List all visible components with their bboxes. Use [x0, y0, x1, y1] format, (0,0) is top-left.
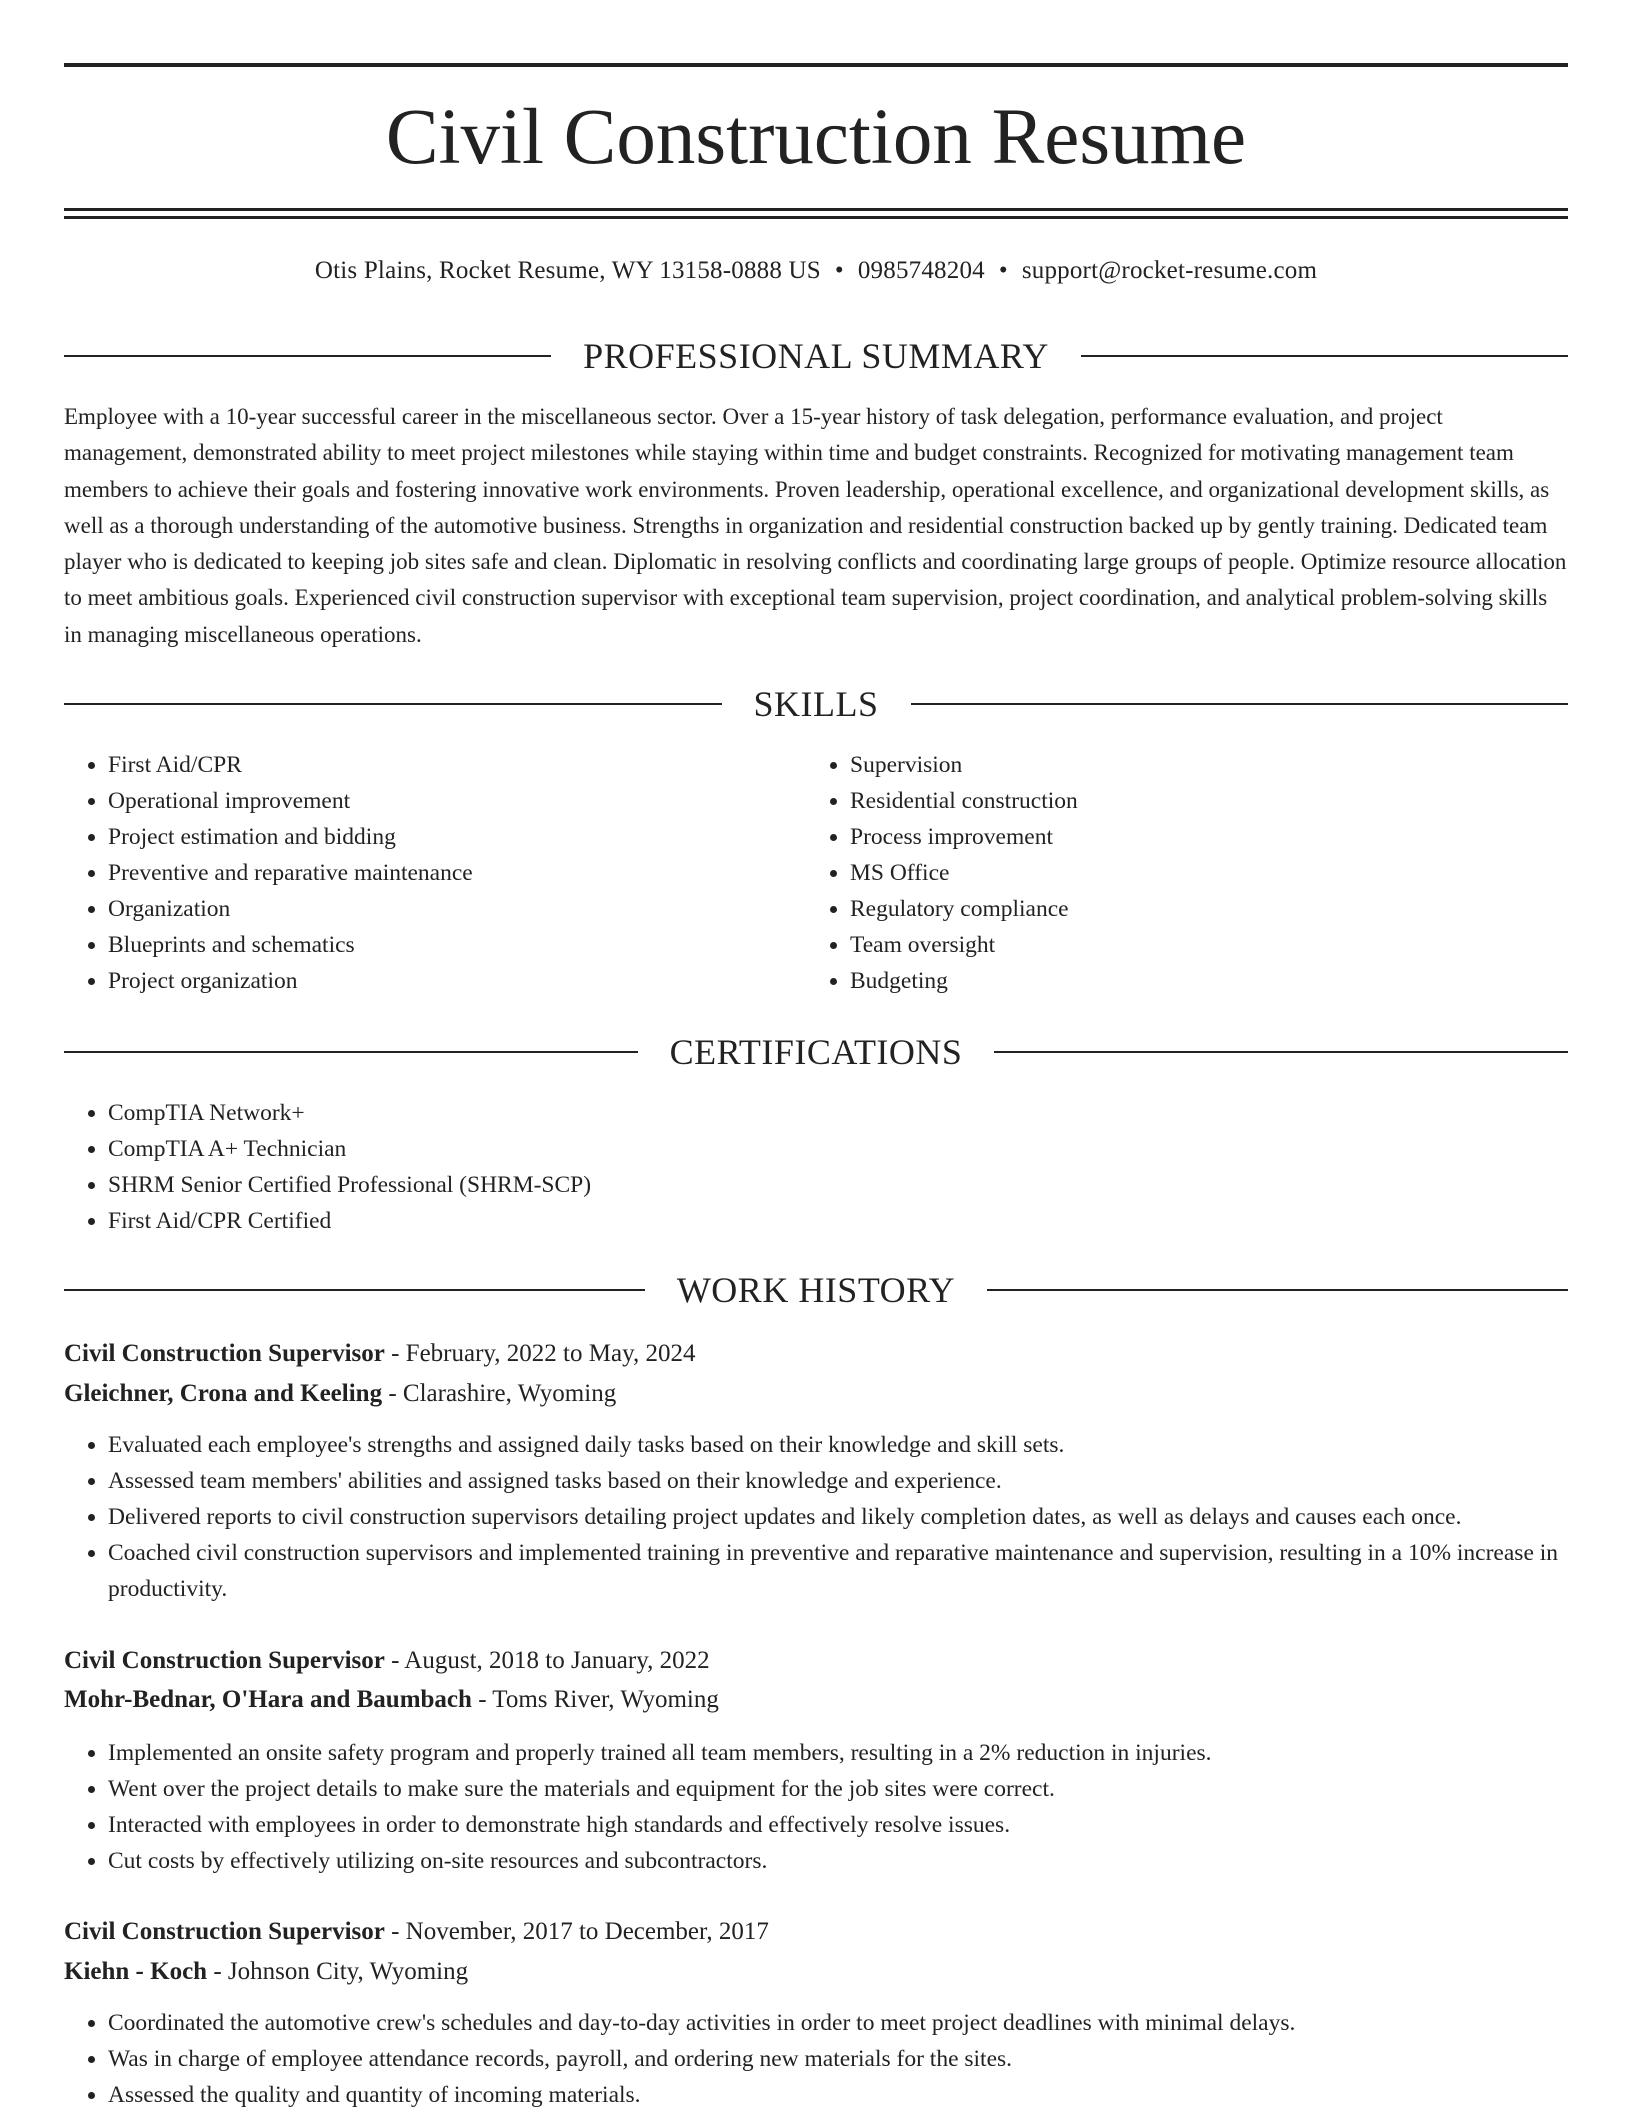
section-heading: WORK HISTORY	[676, 1270, 956, 1310]
contact-separator: •	[834, 257, 844, 284]
job-location: - Toms River, Wyoming	[471, 1686, 719, 1713]
skill-item: • Process improvement	[850, 819, 1486, 855]
page-title: Civil Construction Resume	[385, 94, 1247, 181]
job-title: Civil Construction Supervisor	[64, 1340, 385, 1367]
skill-item: • Blueprints and schematics	[108, 927, 744, 963]
job-bullet-list	[64, 1735, 1568, 1879]
certification-item: • First Aid/CPR Certified	[108, 1203, 1568, 1239]
skill-item: • Regulatory compliance	[850, 891, 1486, 927]
job-bullet: • Was in charge of employee attendance records, payroll, and ordering new materials for the sites.	[108, 2041, 1568, 2077]
skills-column-right	[806, 747, 1486, 999]
job-bullets	[64, 1427, 1568, 1607]
job-company-line	[64, 1682, 1568, 1718]
contact-phone: 0985748204	[857, 257, 985, 284]
certification-item: • SHRM Senior Certified Professional (SHRM-SCP)	[108, 1167, 1568, 1203]
job-location: - Johnson City, Wyoming	[207, 1958, 469, 1985]
job-bullet: • Delivered reports to civil construction supervisors detailing project updates and likely completion dates, as well as delays and causes each once.	[108, 1499, 1568, 1535]
skill-item: • Team oversight	[850, 927, 1486, 963]
certifications-list	[64, 1095, 1568, 1239]
section-heading: PROFESSIONAL SUMMARY	[583, 336, 1049, 376]
job-company: Gleichner, Crona and Keeling	[64, 1380, 383, 1407]
job-dates: - August, 2018 to January, 2022	[384, 1647, 710, 1674]
skill-item: • Operational improvement	[108, 783, 744, 819]
job-bullet-list	[64, 2005, 1568, 2113]
title-double-rule-upper	[64, 208, 1568, 211]
contact-line	[64, 254, 1568, 288]
title-double-rule-lower	[64, 216, 1568, 219]
section-heading: CERTIFICATIONS	[669, 1032, 963, 1072]
skill-item: • Project organization	[108, 963, 744, 999]
job-bullet: • Went over the project details to make sure the materials and equipment for the job sites were correct.	[108, 1771, 1568, 1807]
job-title-line	[64, 1336, 1568, 1372]
job-title: Civil Construction Supervisor	[64, 1647, 385, 1674]
contact-separator: •	[998, 257, 1008, 284]
job-company-line	[64, 1954, 1568, 1990]
job-dates: - November, 2017 to December, 2017	[384, 1918, 769, 1945]
section-heading: SKILLS	[753, 684, 879, 724]
contact-email: support@rocket-resume.com	[1021, 257, 1318, 284]
job-company-line	[64, 1376, 1568, 1412]
job-dates: - February, 2022 to May, 2024	[384, 1340, 696, 1367]
job-title: Civil Construction Supervisor	[64, 1918, 385, 1945]
job-bullets	[64, 2005, 1568, 2113]
skill-item: • Preventive and reparative maintenance	[108, 855, 744, 891]
job-title-line	[64, 1914, 1568, 1950]
job-company: Mohr-Bednar, O'Hara and Baumbach	[64, 1686, 472, 1713]
job-bullet: • Cut costs by effectively utilizing on-site resources and subcontractors.	[108, 1843, 1568, 1879]
certifications-section-header	[64, 1032, 1568, 1072]
job-bullet: • Assessed the quality and quantity of incoming materials.	[108, 2077, 1568, 2113]
job-title-line	[64, 1643, 1568, 1679]
job-company: Kiehn - Koch	[64, 1958, 208, 1985]
top-rule	[64, 63, 1568, 67]
job-bullets	[64, 1735, 1568, 1879]
skill-item: • Residential construction	[850, 783, 1486, 819]
skill-item: • Budgeting	[850, 963, 1486, 999]
certification-item: • CompTIA Network+	[108, 1095, 1568, 1131]
job-bullet: • Interacted with employees in order to demonstrate high standards and effectively resolve issues.	[108, 1807, 1568, 1843]
summary-section-header	[64, 336, 1568, 376]
certifications-block	[64, 1095, 1568, 1239]
contact-address: Otis Plains, Rocket Resume, WY 13158-0888 US	[314, 257, 821, 284]
job-location: - Clarashire, Wyoming	[382, 1380, 617, 1407]
summary-text: Employee with a 10-year successful career in the miscellaneous sector. Over a 15-year history of task delegation, performance evaluation, and project management, demonstrated ability to meet project milestones while staying within time and budget constraints. Recognized for motivating management team members to achieve their goals and fostering innovative work environments. Proven leadership, operational excellence, and organizational development skills, as well as a thorough understanding of the automotive business. Strengths in organization and residential construction backed up by gently training. Dedicated team player who is dedicated to keeping job sites safe and clean. Diplomatic in resolving conflicts and coordinating large groups of people. Optimize resource allocation to meet ambitious goals. Experienced civil construction supervisor with exceptional team supervision, project coordination, and analytical problem-solving skills in managing miscellaneous operations.	[64, 404, 1567, 647]
job-bullet: • Coached civil construction supervisors and implemented training in preventive and reparative maintenance and supervision, resulting in a 10% increase in productivity.	[108, 1535, 1568, 1607]
skill-item: • Supervision	[850, 747, 1486, 783]
skill-item: • First Aid/CPR	[108, 747, 744, 783]
skills-list	[806, 747, 1486, 999]
job-bullet-list	[64, 1427, 1568, 1607]
skill-item: • MS Office	[850, 855, 1486, 891]
skills-column-left	[64, 747, 744, 999]
job-bullet: • Coordinated the automotive crew's schedules and day-to-day activities in order to meet project deadlines with minimal delays.	[108, 2005, 1568, 2041]
work-history-section-header	[64, 1270, 1568, 1310]
skills-list	[64, 747, 744, 999]
job-bullet: • Assessed team members' abilities and assigned tasks based on their knowledge and experience.	[108, 1463, 1568, 1499]
skills-section-header	[64, 684, 1568, 724]
skill-item: • Organization	[108, 891, 744, 927]
job-bullet: • Evaluated each employee's strengths and assigned daily tasks based on their knowledge and skill sets.	[108, 1427, 1568, 1463]
certification-item: • CompTIA A+ Technician	[108, 1131, 1568, 1167]
job-bullet: • Implemented an onsite safety program and properly trained all team members, resulting in a 2% reduction in injuries.	[108, 1735, 1568, 1771]
skill-item: • Project estimation and bidding	[108, 819, 744, 855]
